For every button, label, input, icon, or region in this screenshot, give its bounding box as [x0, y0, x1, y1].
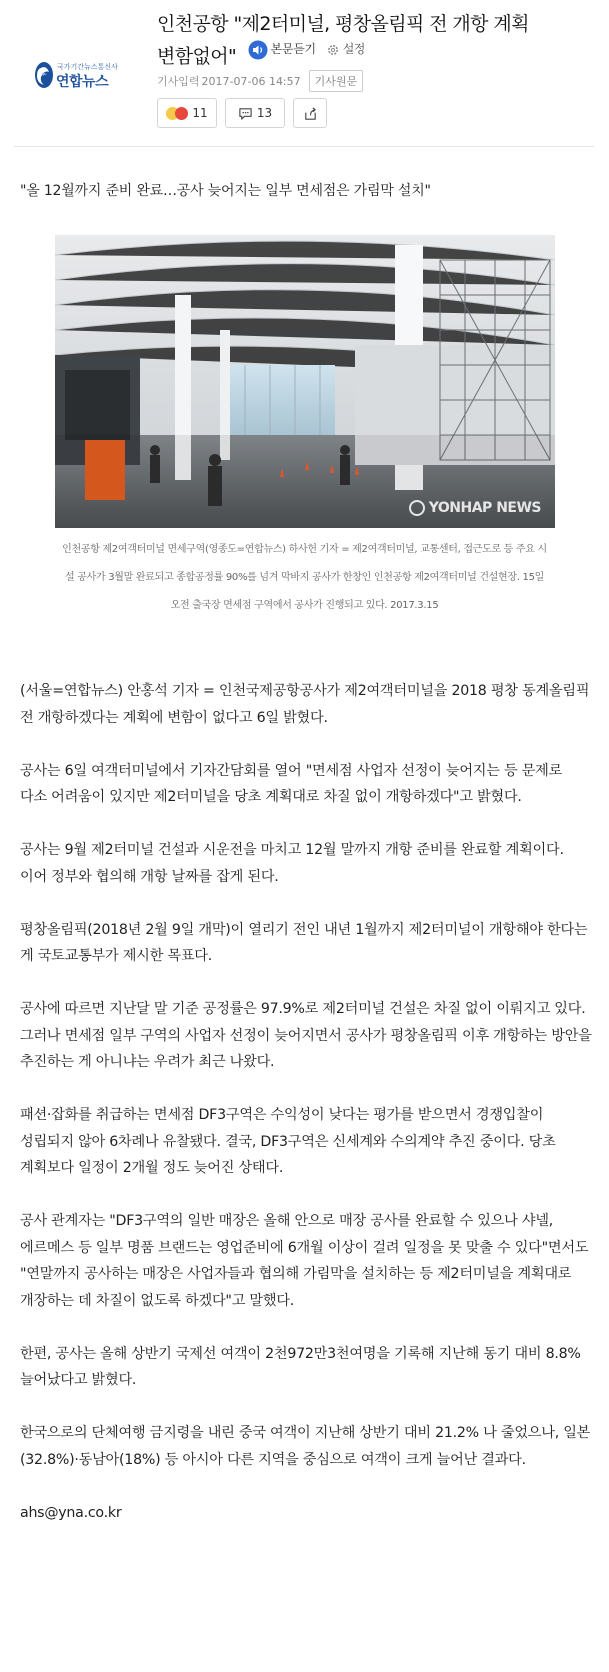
title-line-2-row	[157, 37, 597, 70]
yonhap-logo[interactable]	[34, 60, 124, 92]
reaction-bar	[157, 98, 327, 128]
caption-line: 인천공항 제2여객터미널 면세구역(영종도=연합뉴스) 하사헌 기자 = 제2여객터미널, 교통센터, 접근도로 등 주요 시	[62, 544, 547, 555]
logo-text: 연합뉴스	[56, 74, 109, 90]
settings-label: 설정	[342, 42, 365, 56]
article-paragraph: 한편, 공사는 올해 상반기 국제선 여객이 2천972만3천여명을 기록해 지난해 동기 대비 8.8% 늘어났다고 밝혔다.	[20, 1345, 581, 1388]
reaction-button[interactable]	[157, 98, 217, 128]
watermark-text: YONHAP NEWS	[428, 500, 541, 516]
article-paragraph: 공사는 9월 제2터미널 건설과 시운전을 마치고 12월 말까지 개항 준비를 완료할 계획이다. 이어 정부와 협의해 개항 날짜를 잡게 된다.	[20, 842, 564, 885]
original-article-button[interactable]: 기사원문	[309, 70, 364, 92]
article-paragraph: 공사 관계자는 "DF3구역의 일반 매장은 올해 안으로 매장 공사를 완료할 수 있으나 샤넬, 에르메스 등 일부 명품 브랜드는 영업준비에 6개월 이상이 걸려 일정을 못 맞출 수 있다"면서도 "연말까지 공사하는 매장은 사업자들과 협의해 가림막을 설치하는 등 제2터미널을 계획대로 개장하는 데 차질이 없도록 하겠다"고 말했다.	[20, 1213, 589, 1309]
speaker-icon	[248, 40, 268, 60]
reaction-count: 11	[192, 106, 208, 120]
article-title	[157, 12, 597, 70]
reporter-email[interactable]: ahs@yna.co.kr	[20, 1504, 122, 1521]
title-line-2: 변함없어"	[157, 45, 237, 68]
photo-caption	[18, 536, 591, 620]
logo-subtitle: 국가기간뉴스통신사	[57, 63, 118, 71]
share-icon	[303, 106, 318, 121]
title-line-1: 인천공항 "제2터미널, 평창올림픽 전 개항 계획	[157, 13, 529, 35]
article-paragraph: (서울=연합뉴스) 안홍석 기자 = 인천국제공항공사가 제2여객터미널을 2018 평창 동계올림픽 전 개항하겠다는 계획에 변함이 없다고 6일 밝혔다.	[20, 683, 590, 726]
article-paragraph: 한국으로의 단체여행 금지령을 내린 중국 여객이 지난해 상반기 대비 21.2% 나 줄었으나, 일본(32.8%)·동남아(18%) 등 아시아 다른 지역을 중심으로 여객이 크게 늘어난 결과다.	[20, 1425, 591, 1468]
article-paragraph: 평창올림픽(2018년 2월 9일 개막)이 열리기 전인 내년 1월까지 제2터미널이 개항해야 한다는 게 국토교통부가 제시한 목표다.	[20, 921, 588, 964]
article-paragraph: 공사는 6일 여객터미널에서 기자간담회를 열어 "면세점 사업자 선정이 늦어지는 등 문제로 다소 어려움이 있지만 제2터미널을 당초 계획대로 차질 없이 개항하겠다"고 밝혔다.	[20, 762, 563, 805]
angry-emoji-icon	[175, 107, 188, 120]
terminal-photo-illustration	[55, 235, 555, 528]
listen-button[interactable]	[248, 37, 316, 62]
caption-line: 오전 출국장 면세점 구역에서 공사가 진행되고 있다. 2017.3.15	[170, 600, 439, 611]
comment-button[interactable]	[225, 98, 285, 128]
article-body	[20, 678, 592, 1553]
article-photo[interactable]	[55, 235, 555, 528]
photo-watermark	[409, 500, 541, 516]
article-paragraph: 공사에 따르면 지난달 말 기준 공정률은 97.9%로 제2터미널 건설은 차질 없이 이뤄지고 있다. 그러나 면세점 일부 구역의 사업자 선정이 늦어지면서 공사가 평창올림픽 이후 개항하는 방안을 추진하는 게 아니냐는 우려가 최근 나왔다.	[20, 1001, 592, 1070]
article-subtitle: "올 12월까지 준비 완료…공사 늦어지는 일부 면세점은 가림막 설치"	[20, 183, 431, 199]
date-label: 기사입력	[157, 75, 200, 88]
comment-icon	[238, 106, 253, 121]
gear-icon	[326, 43, 340, 57]
watermark-logo-icon	[409, 500, 425, 516]
settings-button[interactable]	[326, 37, 365, 62]
article-meta	[157, 70, 363, 92]
comment-count: 13	[256, 106, 273, 120]
article-paragraph: 패션·잡화를 취급하는 면세점 DF3구역은 수익성이 낮다는 평가를 받으면서 경쟁입찰이 성립되지 않아 6차례나 유찰됐다. 결국, DF3구역은 신세계와 수의계약 추진 중이다. 당초 계획보다 일정이 2개월 정도 늦어진 상태다.	[20, 1107, 556, 1176]
header-divider	[14, 146, 594, 147]
article-header	[0, 0, 609, 160]
caption-line: 설 공사가 3월말 완료되고 종합공정률 90%를 넘겨 막바지 공사가 한창인 인천공항 제2여객터미널 건설현장. 15일	[65, 572, 544, 583]
share-button[interactable]	[293, 98, 327, 128]
listen-label: 본문듣기	[270, 42, 316, 56]
yonhap-logo-icon	[34, 60, 54, 90]
article-tools	[248, 37, 365, 62]
published-date: 2017-07-06 14:57	[201, 74, 301, 88]
